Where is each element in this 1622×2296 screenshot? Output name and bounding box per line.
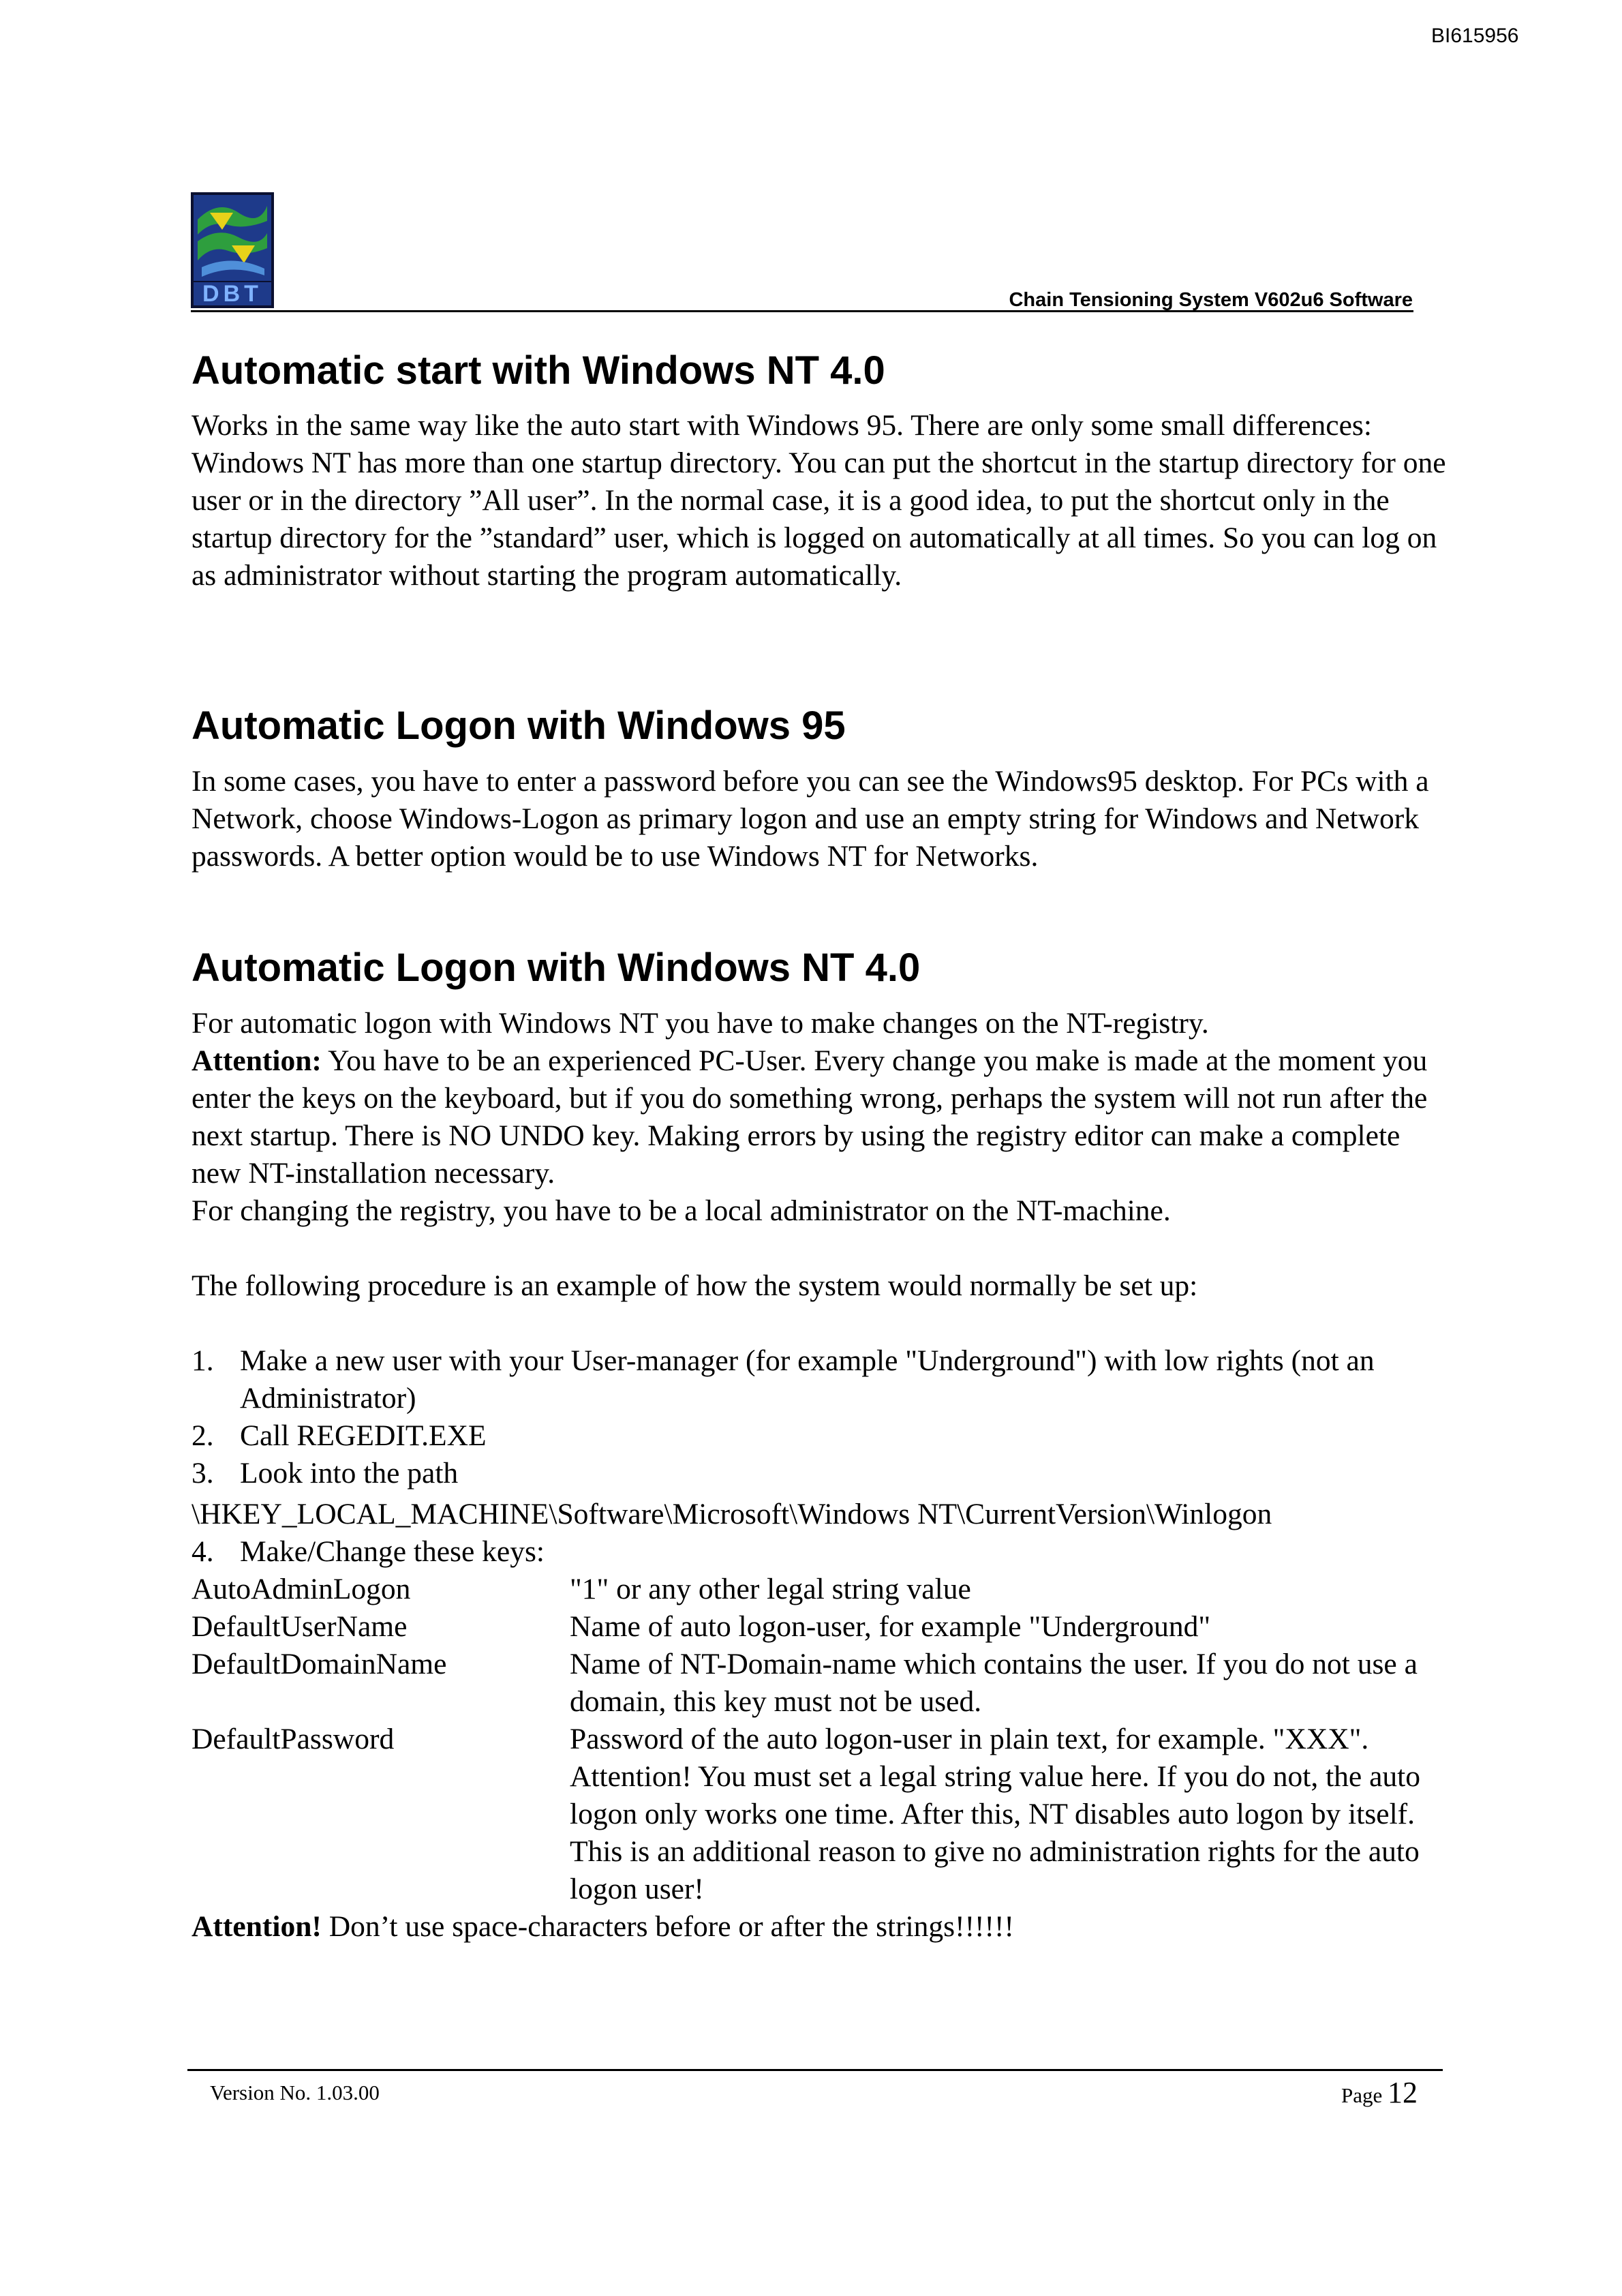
footer-page [1341, 2075, 1418, 2110]
procedure-step-4 [192, 1533, 1452, 1571]
header-title: Chain Tensioning System V602u6 Software [1009, 289, 1413, 311]
procedure-intro: The following procedure is an example of how the system would normally be set up: [192, 1269, 1198, 1302]
registry-keys-table [192, 1571, 1452, 1908]
page-label: Page [1341, 2083, 1383, 2107]
key-name: DefaultUserName [192, 1610, 408, 1643]
attention-text: You have to be an experienced PC-User. Every change you make is made at the moment you enter the keys on the keyboard, but if you do something wrong, perhaps the system will not run after the next startup. There is NO UNDO key. Making errors by using the registry editor can make a complete new NT-installation necessary. [192, 1044, 1428, 1190]
list-item: 3. Look into the path [192, 1457, 459, 1490]
registry-path: \HKEY_LOCAL_MACHINE\Software\Microsoft\Windows NT\CurrentVersion\Winlogon [192, 1498, 1272, 1530]
list-item: 2. Call REGEDIT.EXE [192, 1419, 487, 1452]
footer-version: Version No. 1.03.00 [210, 2081, 380, 2104]
procedure-steps [192, 1342, 1452, 1492]
section-heading-95-logon: Automatic Logon with Windows 95 [192, 704, 846, 748]
nt-logon-intro: For automatic logon with Windows NT you have to make changes on the NT-registry. [192, 1007, 1209, 1040]
section-heading-nt-start: Automatic start with Windows NT 4.0 [192, 348, 885, 393]
key-value: Name of auto logon-user, for example "Underground" [570, 1610, 1211, 1643]
table-row [192, 1646, 1452, 1721]
list-item: 4. Make/Change these keys: [192, 1535, 545, 1568]
key-value: Password of the auto logon-user in plain text, for example. "XXX". Attention! You must set a legal string value here. If you do not, the auto logon only works one time. After this, NT disables auto logon by itself. This is an additional reason to give no administration rights for the auto logon user! [570, 1723, 1420, 1905]
key-name: AutoAdminLogon [192, 1573, 411, 1605]
key-value: Name of NT-Domain-name which contains the user. If you do not use a domain, this key must not be used. [570, 1648, 1418, 1718]
key-value: "1" or any other legal string value [570, 1573, 971, 1605]
list-item: 1. Make a new user with your User-manager (for example "Underground") with low rights (not an Administrator) [192, 1344, 1375, 1415]
document-id: BI615956 [1431, 25, 1519, 47]
attention-label: Attention: [192, 1044, 322, 1077]
admin-note: For changing the registry, you have to be a local administrator on the NT-machine. [192, 1194, 1171, 1227]
final-attention-label: Attention! [192, 1910, 322, 1943]
table-row [192, 1608, 1452, 1646]
final-attention [192, 1908, 1014, 1946]
section-body-95-logon: In some cases, you have to enter a password before you can see the Windows95 desktop. For PCs with a Network, choose Windows-Logon as primary logon and use an empty string for Windows and Network passwords. A better option would be to use Windows NT for Networks. [192, 765, 1429, 873]
section-body-nt-logon [192, 1005, 1452, 1230]
page-number: 12 [1388, 2076, 1418, 2109]
dbt-logo [191, 192, 274, 308]
header-divider [191, 310, 1413, 312]
section-heading-nt-logon: Automatic Logon with Windows NT 4.0 [192, 946, 921, 990]
key-name: DefaultDomainName [192, 1648, 447, 1680]
key-name: DefaultPassword [192, 1723, 395, 1755]
logo-text: DBT [202, 281, 262, 307]
footer-divider [187, 2069, 1443, 2071]
section-body-nt-start: Works in the same way like the auto start with Windows 95. There are only some small differences: Windows NT has more than one startup directory. You can put the shortcut in the startup directory for one user or in the directory ”All user”. In the normal case, it is a good idea, to put the shortcut only in the startup directory for the ”standard” user, which is logged on automatically at all times. So you can log on as administrator without starting the program automatically. [192, 409, 1446, 592]
table-row [192, 1571, 1452, 1608]
table-row [192, 1721, 1452, 1908]
final-attention-text: Don’t use space-characters before or after the strings!!!!!! [321, 1910, 1015, 1943]
